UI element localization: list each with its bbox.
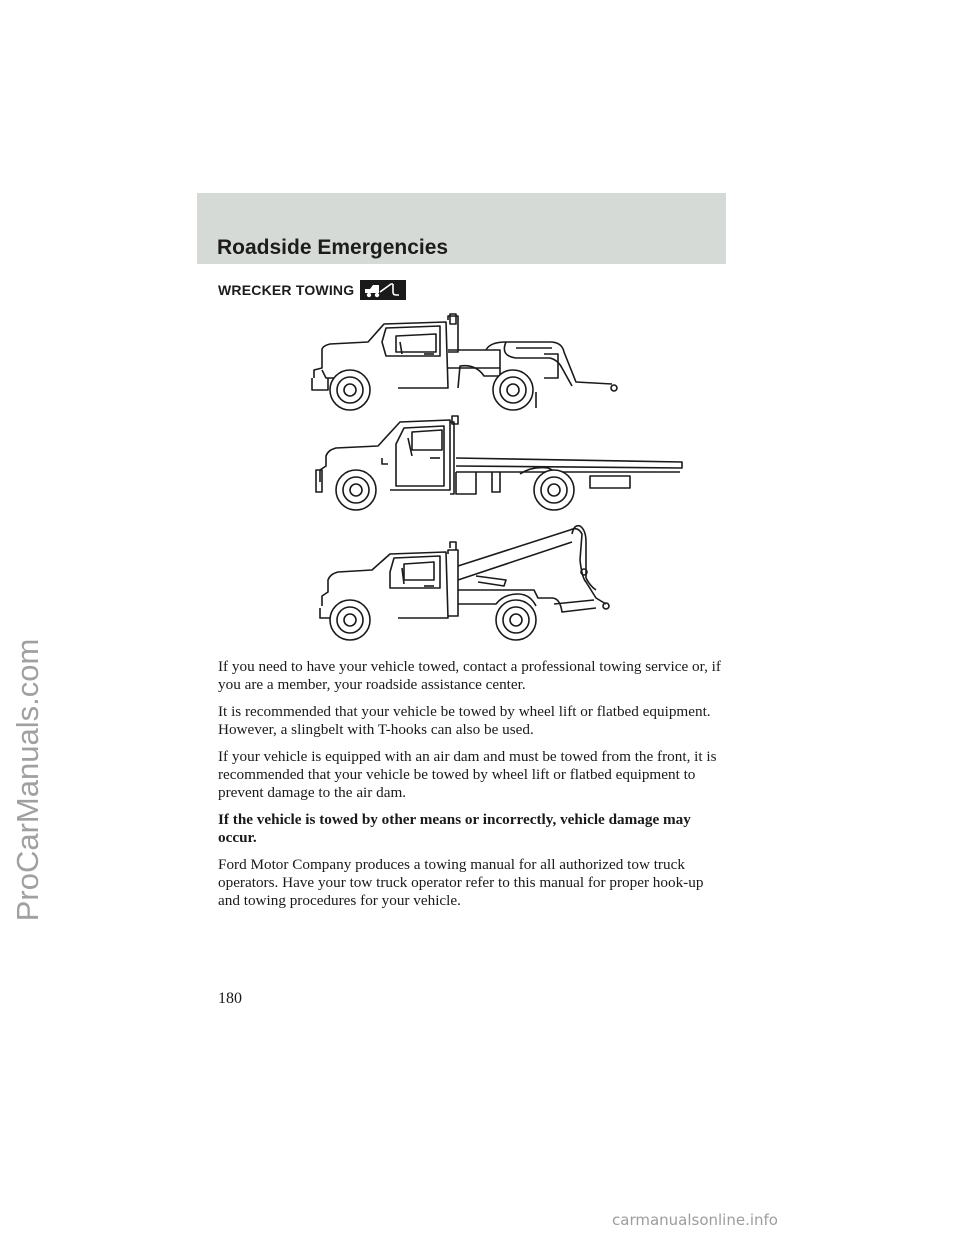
tow-truck-icon xyxy=(360,280,406,300)
section-heading-text: WRECKER TOWING xyxy=(218,282,355,298)
section-heading xyxy=(218,280,406,300)
page-title: Roadside Emergencies xyxy=(217,236,449,259)
wheel-lift-truck-illustration xyxy=(300,312,700,416)
body-text xyxy=(218,658,728,919)
paragraph-3: If your vehicle is equipped with an air dam and must be towed from the front, it is recommended that your vehicle be towed by wheel lift or flatbed equipment to prevent damage to the air dam. xyxy=(218,748,717,801)
side-watermark xyxy=(8,470,52,1090)
paragraph-2: It is recommended that your vehicle be towed by wheel lift or flatbed equipment. However, a slingbelt with T-hooks can also be used. xyxy=(218,703,711,738)
wrecker-boom-truck-illustration xyxy=(300,520,700,644)
flatbed-truck-illustration xyxy=(300,410,700,520)
side-watermark-text: ProCarManuals.com xyxy=(10,638,45,922)
page-number: 180 xyxy=(218,990,242,1007)
warning-paragraph: If the vehicle is towed by other means or incorrectly, vehicle damage may occur. xyxy=(218,811,691,846)
bottom-watermark: carmanualsonline.info xyxy=(612,1211,778,1229)
paragraph-1: If you need to have your vehicle towed, contact a professional towing service or, if you are a member, your roadside assistance center. xyxy=(218,658,721,693)
paragraph-5: Ford Motor Company produces a towing manual for all authorized tow truck operators. Have your tow truck operator refer to this manual for proper hook-up and towing procedures for your vehicle. xyxy=(218,856,704,909)
